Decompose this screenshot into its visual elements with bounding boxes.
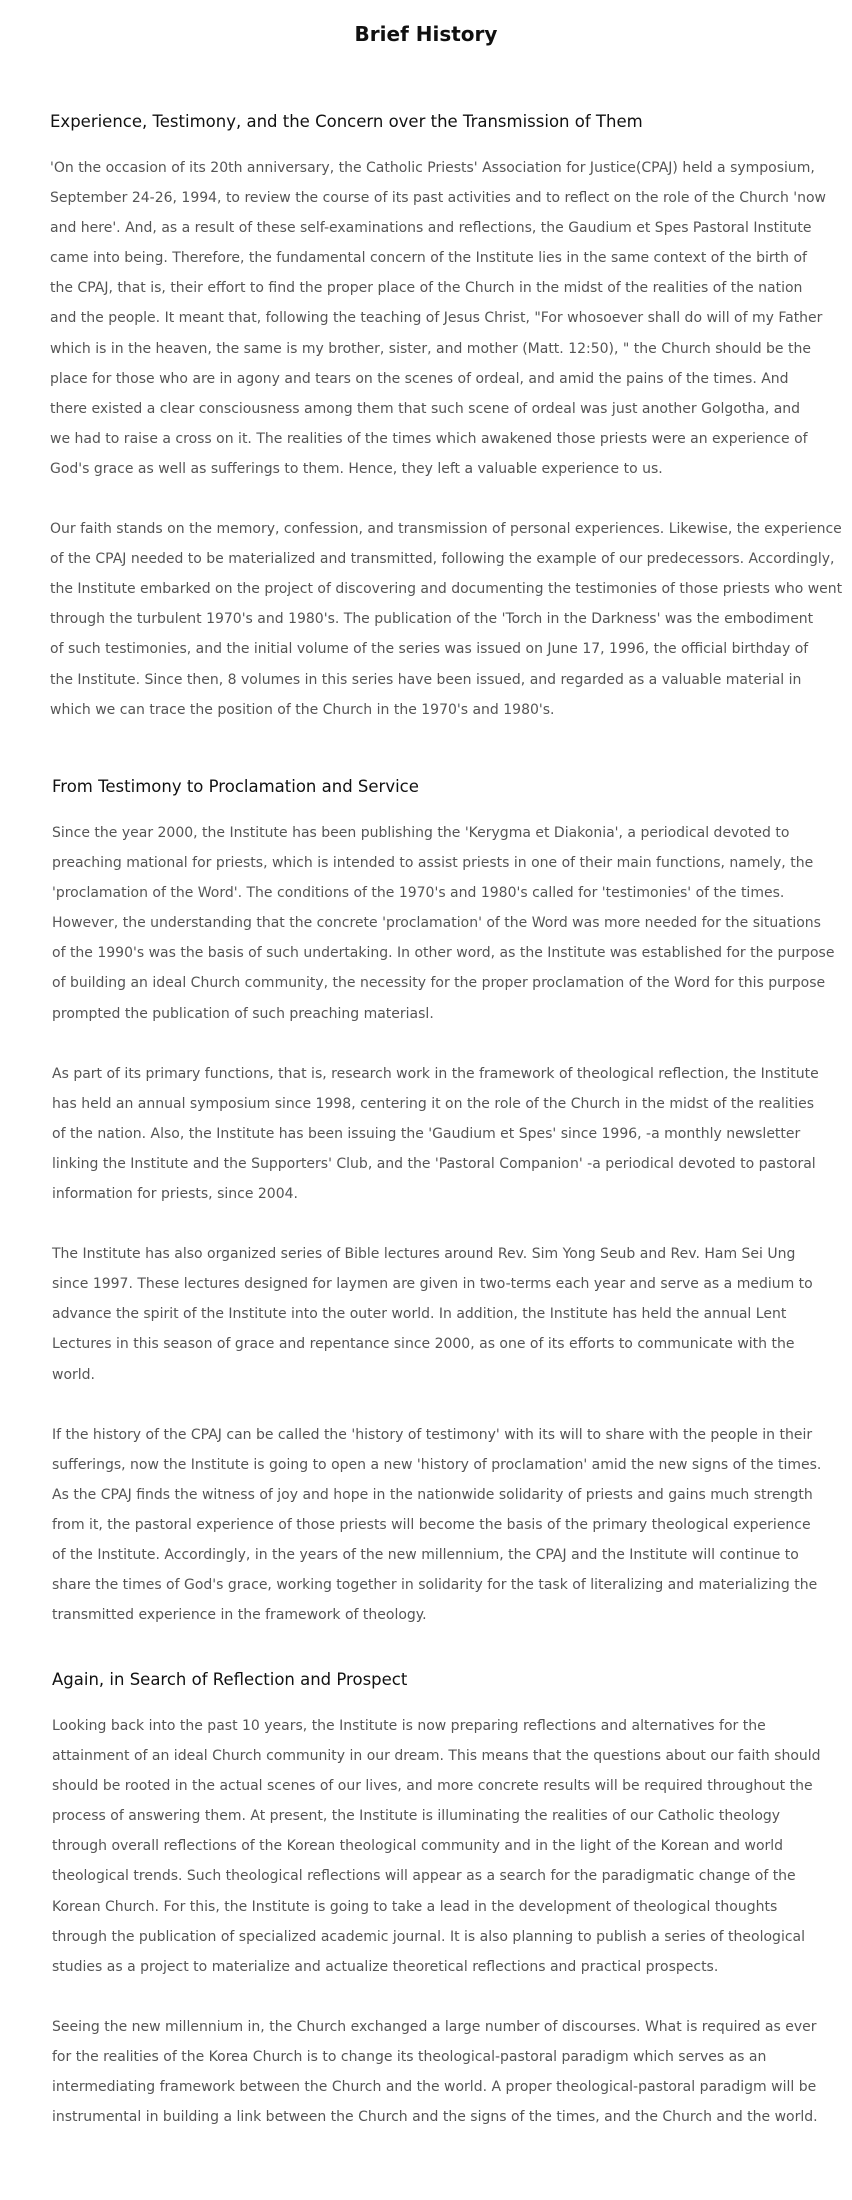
paragraph-line: has held an annual symposium since 1998, centering it on the role of the Church in the midst of the realities <box>52 1095 815 1112</box>
paragraph <box>52 1420 842 1631</box>
paragraph-line: advance the spirit of the Institute into the outer world. In addition, the Institute has held the annual Lent <box>52 1306 787 1323</box>
paragraph-line: for the realities of the Korea Church is to change its theological-pastoral paradigm which serves as an <box>52 2048 767 2065</box>
paragraph-line: should be rooted in the actual scenes of our lives, and more concrete results will be required throughout the <box>52 1778 813 1795</box>
paragraph-line: God's grace as well as sufferings to them. Hence, they left a valuable experience to us. <box>50 460 663 477</box>
paragraph-line: of the Institute. Accordingly, in the years of the new millennium, the CPAJ and the Institute will continue to <box>52 1546 799 1563</box>
paragraph-line: Our faith stands on the memory, confession, and transmission of personal experiences. Likewise, the experience <box>50 521 842 538</box>
paragraph-line: of such testimonies, and the initial volume of the series was issued on June 17, 1996, the official birthday of <box>50 641 809 658</box>
section-heading: Again, in Search of Reflection and Prospect <box>52 1670 408 1689</box>
paragraph <box>50 514 843 725</box>
section-heading: Experience, Testimony, and the Concern over the Transmission of Them <box>50 112 643 131</box>
paragraph-line: through the publication of specialized academic journal. It is also planning to publish a series of theological <box>52 1928 805 1945</box>
paragraph <box>50 153 840 484</box>
paragraph-line: Seeing the new millennium in, the Church exchanged a large number of discourses. What is required as ever <box>52 2018 817 2035</box>
paragraph <box>52 1711 842 1982</box>
paragraph-line: through the turbulent 1970's and 1980's. The publication of the 'Torch in the Darkness' was the embodiment <box>50 611 814 628</box>
paragraph-line: of building an ideal Church community, the necessity for the proper proclamation of the Word for this purpose <box>52 975 826 992</box>
paragraph-line: 'On the occasion of its 20th anniversary, the Catholic Priests' Association for Justice(CPAJ) held a symposium, <box>50 160 815 176</box>
paragraph-line: instrumental in building a link between the Church and the signs of the times, and the Church and the world. <box>52 2109 818 2126</box>
paragraph-line: theological trends. Such theological reflections will appear as a search for the paradigmatic change of the <box>52 1868 796 1885</box>
paragraph <box>52 2012 842 2132</box>
paragraph-line: linking the Institute and the Supporters' Club, and the 'Pastoral Companion' -a periodical devoted to pastoral <box>52 1155 816 1172</box>
paragraph-line: As part of its primary functions, that is, research work in the framework of theological reflection, the Institute <box>52 1065 819 1082</box>
paragraph-line: of the 1990's was the basis of such undertaking. In other word, as the Institute was established for the purpose <box>52 945 835 962</box>
paragraph-line: However, the understanding that the concrete 'proclamation' of the Word was more needed for the situations <box>52 915 821 932</box>
paragraph-line: sufferings, now the Institute is going to open a new 'history of proclamation' amid the new signs of the times. <box>52 1456 822 1473</box>
paragraph <box>52 818 842 1029</box>
paragraph <box>52 1059 842 1209</box>
paragraph-line: attainment of an ideal Church community in our dream. This means that the questions about our faith should <box>52 1748 821 1765</box>
section-heading: From Testimony to Proclamation and Service <box>52 777 419 796</box>
paragraph-line: of the CPAJ needed to be materialized and transmitted, following the example of our predecessors. Accordingly, <box>50 551 835 568</box>
paragraph-line: share the times of God's grace, working together in solidarity for the task of literalizing and materializing the <box>52 1577 818 1594</box>
section-reflection-and-prospect <box>52 1668 842 2162</box>
paragraph-line: which we can trace the position of the Church in the 1970's and 1980's. <box>50 701 555 718</box>
paragraph-line: the Institute embarked on the project of discovering and documenting the testimonies of those priests who went <box>50 581 843 598</box>
paragraph-line: we had to raise a cross on it. The realities of the times which awakened those priests were an experience of <box>50 430 808 447</box>
paragraph-line: Since the year 2000, the Institute has been publishing the 'Kerygma et Diakonia', a periodical devoted to <box>52 825 790 841</box>
section-experience-testimony <box>50 110 843 755</box>
paragraph-line: 'proclamation of the Word'. The conditions of the 1970's and 1980's called for 'testimonies' of the times. <box>52 885 785 902</box>
paragraph-line: the CPAJ, that is, their effort to find the proper place of the Church in the midst of the realities of the nation <box>50 280 803 297</box>
section-testimony-to-proclamation <box>52 775 842 1660</box>
paragraph-line: world. <box>52 1366 95 1383</box>
paragraph-line: transmitted experience in the framework of theology. <box>52 1607 427 1624</box>
paragraph-line: prompted the publication of such preaching materiasl. <box>52 1005 434 1022</box>
paragraph-line: Looking back into the past 10 years, the Institute is now preparing reflections and alternatives for the <box>52 1718 766 1734</box>
paragraph-line: As the CPAJ finds the witness of joy and hope in the nationwide solidarity of priests and gains much strength <box>52 1486 813 1503</box>
paragraph-line: preaching mational for priests, which is intended to assist priests in one of their main functions, namely, the <box>52 855 814 872</box>
paragraph-line: intermediating framework between the Church and the world. A proper theological-pastoral paradigm will be <box>52 2079 817 2096</box>
paragraph-line: of the nation. Also, the Institute has been issuing the 'Gaudium et Spes' since 1996, -a monthly newsletter <box>52 1125 801 1142</box>
paragraph-line: process of answering them. At present, the Institute is illuminating the realities of our Catholic theology <box>52 1808 781 1825</box>
paragraph-line: If the history of the CPAJ can be called the 'history of testimony' with its will to share with the people in their <box>52 1426 813 1443</box>
paragraph-line: information for priests, since 2004. <box>52 1186 298 1203</box>
paragraph-line: which is in the heaven, the same is my brother, sister, and mother (Matt. 12:50), " the Church should be the <box>50 340 811 357</box>
paragraph-line: studies as a project to materialize and actualize theoretical reflections and practical prospects. <box>52 1958 719 1975</box>
paragraph-line: September 24-26, 1994, to review the course of its past activities and to reflect on the role of the Church 'now <box>50 190 827 207</box>
paragraph-line: from it, the pastoral experience of those priests will become the basis of the primary theological experience <box>52 1516 811 1533</box>
paragraph-line: came into being. Therefore, the fundamental concern of the Institute lies in the same context of the birth of <box>50 250 807 267</box>
paragraph-line: and here'. And, as a result of these self-examinations and reflections, the Gaudium et Spes Pastoral Institute <box>50 220 812 237</box>
paragraph-line: place for those who are in agony and tears on the scenes of ordeal, and amid the pains of the times. And <box>50 370 789 387</box>
paragraph-line: there existed a clear consciousness among them that such scene of ordeal was just another Golgotha, and <box>50 400 801 417</box>
paragraph-line: Lectures in this season of grace and repentance since 2000, as one of its efforts to communicate with the <box>52 1336 795 1353</box>
page-title: Brief History <box>354 22 498 47</box>
paragraph-line: the Institute. Since then, 8 volumes in this series have been issued, and regarded as a valuable material in <box>50 671 802 688</box>
paragraph-line: through overall reflections of the Korean theological community and in the light of the Korean and world <box>52 1838 784 1855</box>
paragraph <box>52 1239 842 1389</box>
paragraph-line: The Institute has also organized series of Bible lectures around Rev. Sim Yong Seub and Rev. Ham Sei Ung <box>52 1246 796 1263</box>
paragraph-line: since 1997. These lectures designed for laymen are given in two-terms each year and serve as a medium to <box>52 1276 813 1293</box>
paragraph-line: and the people. It meant that, following the teaching of Jesus Christ, "For whosoever shall do will of my Father <box>50 310 823 327</box>
paragraph-line: Korean Church. For this, the Institute is going to take a lead in the development of theological thoughts <box>52 1898 778 1915</box>
